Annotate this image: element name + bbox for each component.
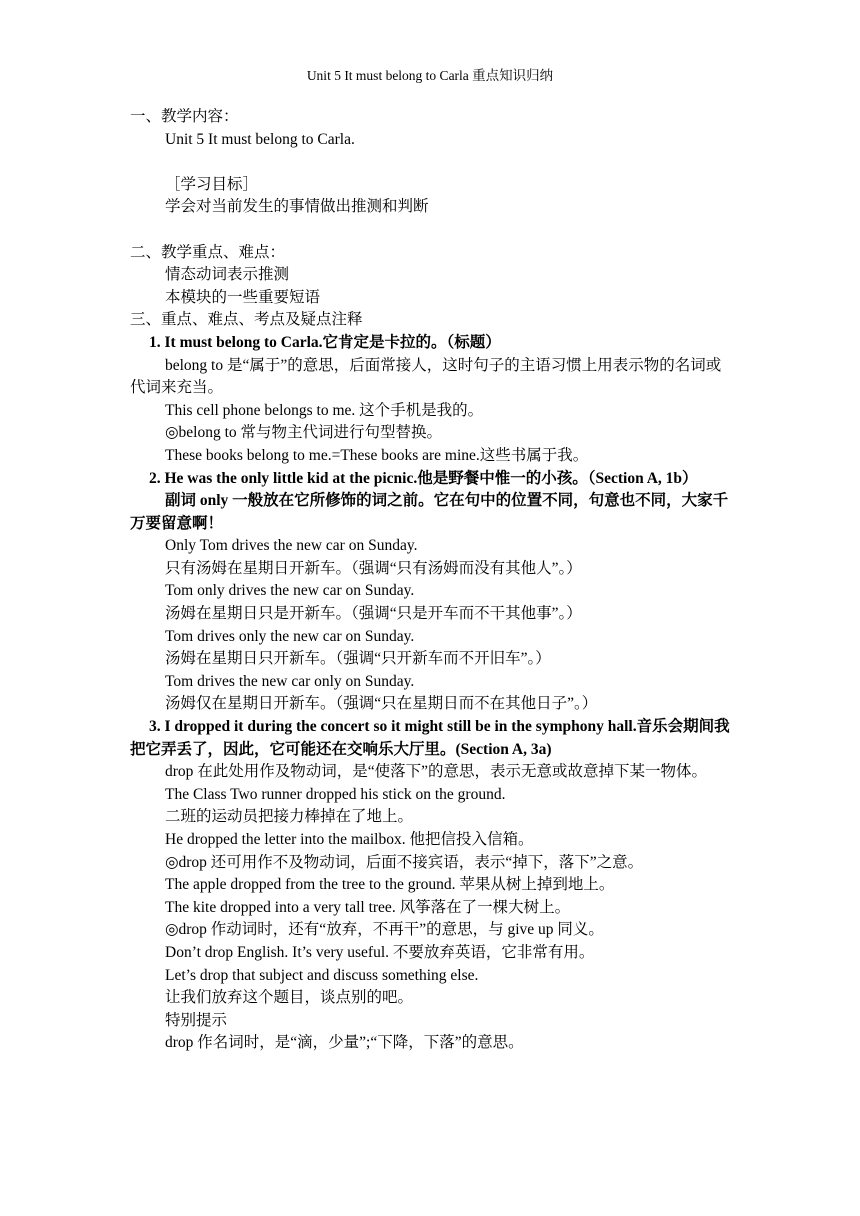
- tip-label: 特别提示: [165, 1011, 228, 1029]
- section-2-item: 情态动词表示推测: [165, 266, 290, 284]
- point-2-example-zh: 汤姆在星期日只是开新车。（强调“只是开车而不干其他事”。）: [165, 605, 582, 623]
- point-3-example-zh: 让我们放弃这个题目，谈点别的吧。: [165, 989, 414, 1007]
- point-2-example-zh: 汤姆仅在星期日开新车。（强调“只在星期日而不在其他日子”。）: [165, 695, 598, 713]
- point-3-note: ◎drop 作动词时，还有“放弃，不再干”的意思，与 give up 同义。: [165, 921, 604, 939]
- section-1-content: Unit 5 It must belong to Carla.: [165, 130, 355, 148]
- point-1-example: This cell phone belongs to me. 这个手机是我的。: [165, 401, 484, 419]
- point-1-explanation: belong to 是“属于”的意思，后面常接人，这时句子的主语习惯上用表示物的名词或代词来充当。: [130, 356, 722, 397]
- point-2-explanation: 副词 only 一般放在它所修饰的词之前。它在句中的位置不同，句意也不同，大家千万要留意啊！: [130, 492, 729, 532]
- goal-text: 学会对当前发生的事情做出推测和判断: [165, 198, 429, 216]
- point-3-explanation: drop 在此处用作及物动词，是“使落下”的意思，表示无意或故意掉下某一物体。: [165, 763, 708, 781]
- point-3-example-en: Let’s drop that subject and discuss something else.: [165, 966, 479, 984]
- point-3-example-zh: 二班的运动员把接力棒掉在了地上。: [165, 808, 414, 826]
- goal-label: ［学习目标］: [165, 175, 259, 193]
- tip-text: drop 作名词时，是“滴，少量”;“下降，下落”的意思。: [165, 1034, 524, 1052]
- page-header: Unit 5 It must belong to Carla 重点知识归纳: [306, 68, 554, 83]
- section-2-title: 二、教学重点、难点：: [130, 243, 286, 261]
- point-3-note: ◎drop 还可用作不及物动词，后面不接宾语，表示“掉下，落下”之意。: [165, 853, 644, 871]
- point-2-title: 2. He was the only little kid at the picnic.他是野餐中惟一的小孩。（Section A, 1b）: [149, 469, 698, 487]
- point-2-example-en: Tom drives only the new car on Sunday.: [165, 627, 415, 645]
- section-3-title: 三、重点、难点、考点及疑点注释: [130, 311, 363, 329]
- point-3-example: He dropped the letter into the mailbox. 他把信投入信箱。: [165, 831, 534, 848]
- document-body: [130, 106, 736, 1055]
- point-3-example-en: The Class Two runner dropped his stick on the ground.: [165, 785, 506, 803]
- section-2-item: 本模块的一些重要短语: [165, 288, 321, 306]
- point-3-example: The apple dropped from the tree to the ground. 苹果从树上掉到地上。: [165, 876, 615, 894]
- section-1-title: 一、教学内容：: [130, 108, 239, 125]
- point-3-title: 3. I dropped it during the concert so it might still be in the symphony hall.音乐会期间我把它弄丢了，因此，它可能还在交响乐大厅里。(Section A, 3a): [130, 718, 730, 758]
- point-3-example: Don’t drop English. It’s very useful. 不要放弃英语，它非常有用。: [165, 943, 595, 961]
- point-1-note: ◎belong to 常与物主代词进行句型替换。: [165, 424, 443, 442]
- point-1-example: These books belong to me.=These books are mine.这些书属于我。: [165, 446, 589, 464]
- point-1-title: 1. It must belong to Carla.它肯定是卡拉的。（标题）: [149, 333, 501, 351]
- point-3-example: The kite dropped into a very tall tree. 风筝落在了一棵大树上。: [165, 898, 571, 916]
- point-2-example-en: Tom only drives the new car on Sunday.: [165, 582, 415, 600]
- point-2-example-en: Only Tom drives the new car on Sunday.: [165, 537, 418, 555]
- point-2-example-en: Tom drives the new car only on Sunday.: [165, 672, 415, 690]
- point-2-example-zh: 只有汤姆在星期日开新车。（强调“只有汤姆而没有其他人”。）: [165, 559, 582, 577]
- point-2-example-zh: 汤姆在星期日只开新车。（强调“只开新车而不开旧车”。）: [165, 650, 551, 668]
